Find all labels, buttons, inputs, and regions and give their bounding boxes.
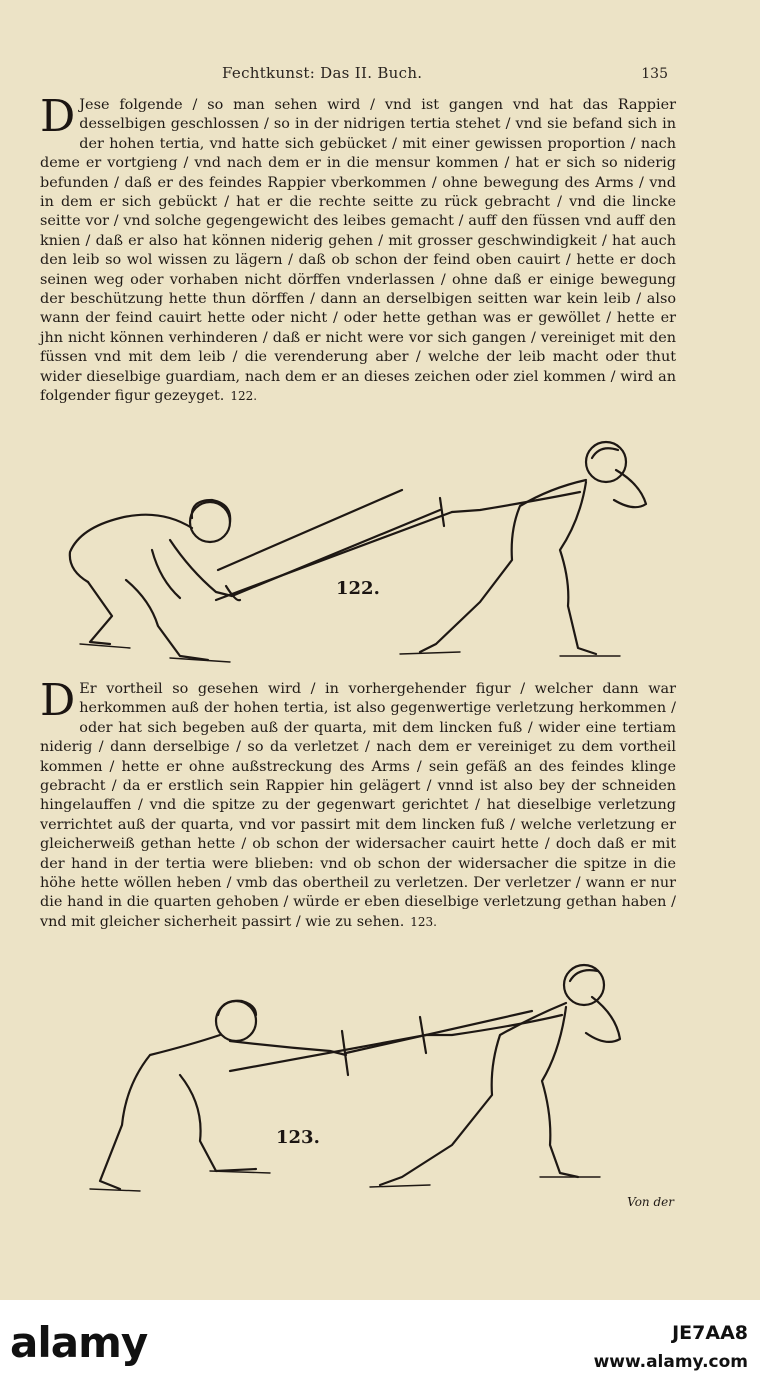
right-fencer-rear-leg-icon	[380, 1003, 566, 1185]
figure-number: 122.	[336, 578, 380, 599]
left-fencer-front-leg-icon	[180, 1075, 256, 1171]
paragraph-2	[40, 675, 676, 932]
right-fencer-guard-icon	[440, 498, 444, 526]
image-id: JE7AA8	[672, 1322, 748, 1344]
fencers-drawing-123	[80, 955, 660, 1205]
paragraph-1-text: Jese folgende / so man sehen wird / vnd ist gangen vnd hat das Rappier desselbigen geschlossen / so in der nidrigen tertia stehet / vnd sie befand sich in der hohen tertia, vnd hatte sich gebücket / mit einer gewissen proportion / nach deme er vortgieng / vnd nach dem er in die mensur kommen / hat er sich so niderig befunden / daß er des feindes Rappier vberkommen / ohne bewegung des Arms / vnd in dem er sich gebückt / hat er die rechte seitte zu rück gebracht / vnd die lincke seitte vor / vnd solche gegengewicht des leibes gemacht / auff den füssen vnd auff den knien / daß er also hat können niderig gehen / mit grosser geschwindigkeit / hat auch den leib so wol wissen zu lägern / daß ob schon der feind oben cauirt / hette er doch seinen weg oder vorhaben nicht dörffen vnderlassen / ohne daß er einige bewegung der beschützung hette thun dörffen / dann an derselbigen seitten war kein leib / also wann der feind cauirt hette oder nicht / oder hette gethan was er gewöllet / hette er jhn nicht können verhinderen / daß er nicht were vor sich gangen / vereiniget mit den füssen vnd mit dem leib / die verenderung aber / welche der leib macht oder thut wider dieselbige guardiam, nach dem er an dieses zeichen oder ziel kommen / wird an folgender figur gezeyget.	[40, 97, 676, 405]
fencing-illustration-123	[80, 955, 660, 1205]
figure-reference: 122.	[230, 389, 258, 404]
paragraph-1	[40, 91, 676, 407]
right-fencer-hair-icon	[570, 970, 598, 981]
right-fencer-front-leg-icon	[560, 482, 596, 654]
left-fencer-front-leg-icon	[126, 580, 208, 660]
ground-shadow-icon	[80, 644, 620, 662]
running-head	[222, 64, 422, 82]
left-fencer-back-icon	[70, 515, 192, 582]
watermark-url: www.alamy.com	[593, 1352, 748, 1372]
right-fencer-sword-arm-icon	[426, 1015, 562, 1035]
fencing-illustration-122	[40, 430, 680, 680]
left-fencer-sword-icon	[218, 490, 402, 570]
left-fencer-rear-leg-icon	[100, 1035, 220, 1189]
page-number: 135	[641, 66, 668, 82]
right-fencer-front-leg-icon	[542, 1007, 578, 1177]
figure-number: 123.	[276, 1127, 320, 1148]
watermark-logo: alamy	[10, 1318, 148, 1367]
left-fencer-hair-icon	[192, 500, 230, 522]
catchword: Von der	[627, 1195, 674, 1209]
right-fencer-raised-arm-icon	[614, 470, 646, 507]
page-title: Fechtkunst: Das II. Buch.	[222, 64, 423, 82]
left-fencer-rear-leg-icon	[88, 582, 112, 644]
drop-capital: D	[40, 675, 76, 726]
right-fencer-sword-icon	[230, 1035, 426, 1071]
paragraph-2-text: Er vortheil so gesehen wird / in vorhergehender figur / welcher dann war herkommen auß der hohen tertia, ist also gegenwertige verletzung herkommen / oder hat sich begeben auß der quarta, mit dem lincken fuß / wider eine tertiam niderig / dann derselbige / so da verletzet / nach dem er vereiniget zu dem vortheil kommen / hette er ohne außstreckung des Arms / sein gefäß an des feindes klinge gebracht / da er erstlich sein Rappier hin gelägert / vnnd ist also bey der schneiden hingelauffen / vnd die spitze zu der gegenwart gerichtet / hat dieselbige verletzung verrichtet auß der quarta, vnd vor passirt mit dem lincken fuß / welche verletzung er gleicherweiß gethan hette / ob schon der widersacher cauirt hette / doch daß er mit der hand in der tertia were blieben: vnd ob schon der widersacher die spitze in die höhe hette wöllen heben / vmb das obertheil zu verletzen. Der verletzer / wann er nur die hand in die quarten gehoben / würde er eben dieselbige verletzung gethan haben / vnd mit gleicher sicherheit passirt / wie zu sehen.	[40, 681, 676, 930]
fencers-drawing-122	[40, 430, 680, 680]
right-fencer-sword-arm-icon	[452, 492, 580, 512]
ground-shadow-icon	[90, 1171, 600, 1191]
figure-reference: 123.	[410, 914, 437, 929]
drop-capital: D	[40, 91, 76, 142]
right-fencer-hair-icon	[592, 448, 618, 458]
left-fencer-torso-icon	[152, 550, 180, 598]
left-fencer-head-icon	[190, 502, 230, 542]
